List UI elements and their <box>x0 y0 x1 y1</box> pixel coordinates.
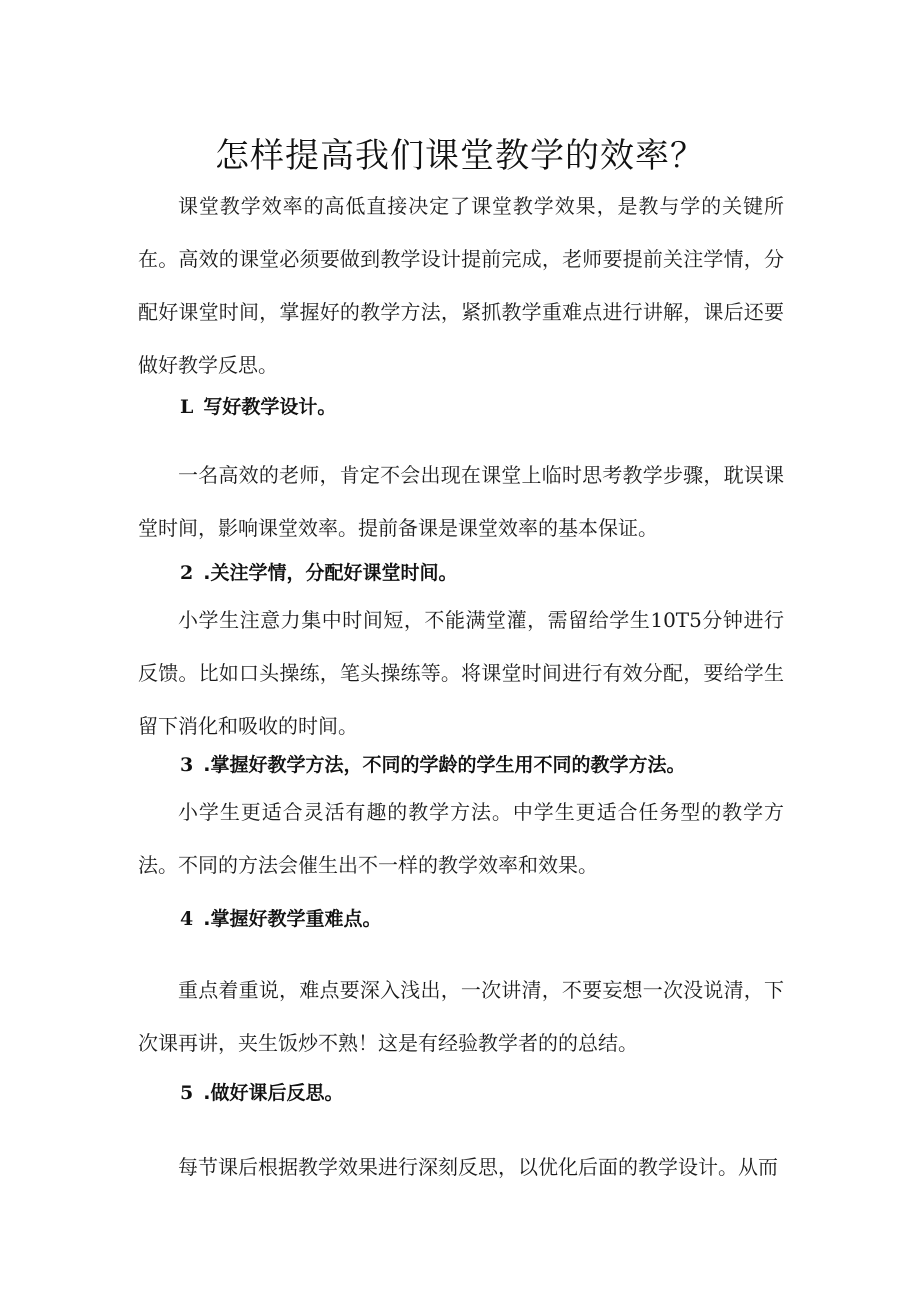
section-body-3: 小学生更适合灵活有趣的教学方法。中学生更适合任务型的教学方法。不同的方法会催生出不一样的教学效率和效果。 <box>138 800 784 877</box>
section-heading-2 <box>180 558 784 588</box>
section-body-2: 小学生注意力集中时间短，不能满堂灌，需留给学生10T5分钟进行反馈。比如口头操练，笔头操练等。将课堂时间进行有效分配，要给学生留下消化和吸收的时间。 <box>138 608 784 738</box>
section-number: L <box>180 396 194 418</box>
intro-paragraph: 课堂教学效率的高低直接决定了课堂教学效果，是教与学的关键所在。高效的课堂必须要做到教学设计提前完成，老师要提前关注学情，分配好课堂时间，掌握好的教学方法，紧抓教学重难点进行讲解，课后还要做好教学反思。 <box>138 194 784 377</box>
section-number: 4 <box>180 908 194 930</box>
section-heading-4 <box>180 904 784 934</box>
page-title: 怎样提高我们课堂教学的效率？ <box>215 136 705 176</box>
section-number: 5 <box>180 1082 194 1104</box>
section-number: 2 <box>180 562 194 584</box>
section-heading-text: .关注学情，分配好课堂时间。 <box>203 562 458 584</box>
section-heading-text: 写好教学设计。 <box>203 396 337 418</box>
section-heading-text: .掌握好教学方法，不同的学龄的学生用不同的教学方法。 <box>203 754 686 776</box>
section-heading-text: .掌握好教学重难点。 <box>203 908 382 930</box>
section-number: 3 <box>180 754 194 776</box>
section-body-1: 一名高效的老师，肯定不会出现在课堂上临时思考教学步骤，耽误课堂时间，影响课堂效率。提前备课是课堂效率的基本保证。 <box>138 463 784 540</box>
section-body-5: 每节课后根据教学效果进行深刻反思，以优化后面的教学设计。从而 <box>178 1155 778 1179</box>
section-heading-1 <box>180 392 784 422</box>
section-body-4: 重点着重说，难点要深入浅出，一次讲清，不要妄想一次没说清，下次课再讲，夹生饭炒不熟！这是有经验教学者的的总结。 <box>138 978 784 1055</box>
section-heading-3 <box>180 750 784 780</box>
section-heading-5 <box>180 1078 784 1108</box>
section-heading-text: .做好课后反思。 <box>203 1082 344 1104</box>
